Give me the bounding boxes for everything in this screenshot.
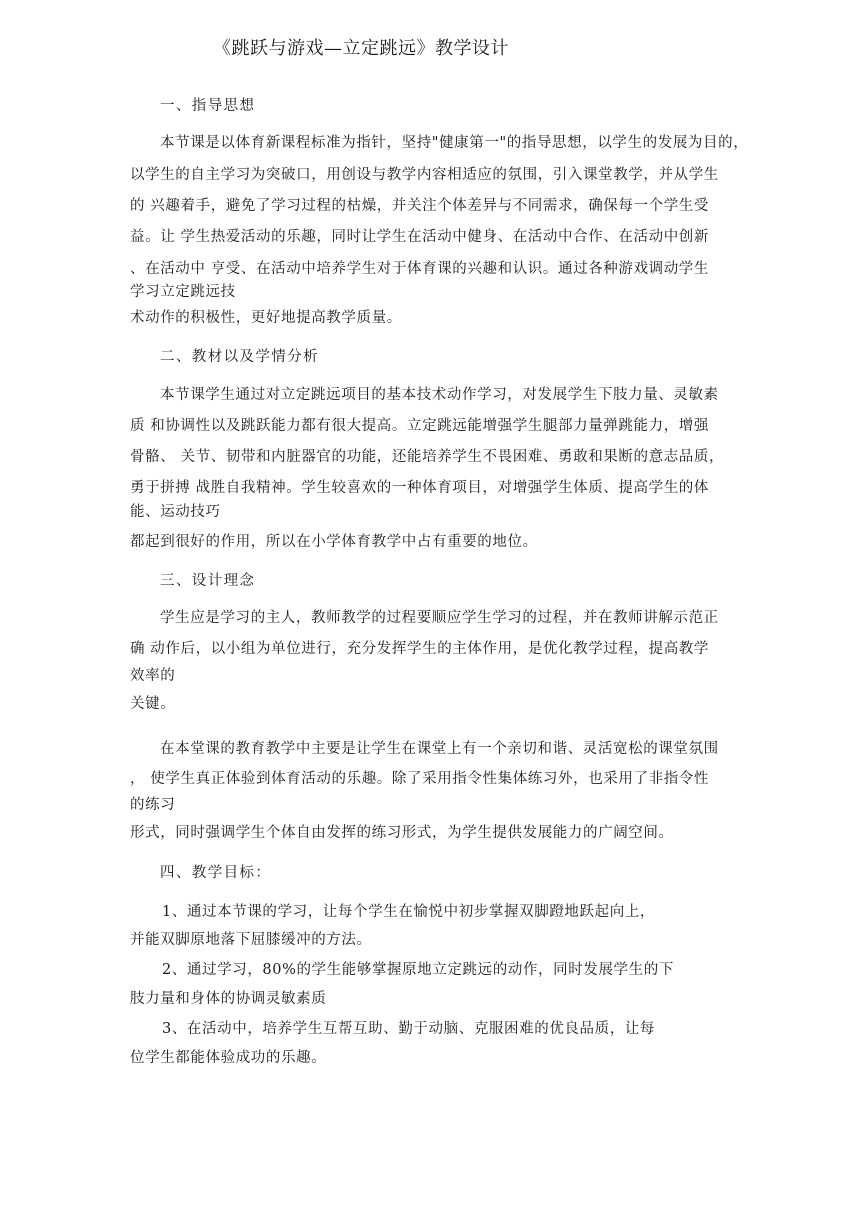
section2-line: 都起到很好的作用，所以在小学体育教学中占有重要的地位。 — [130, 534, 538, 550]
section3-para1-line: 关键。 — [130, 696, 176, 712]
section3-para1-line: 效率的 — [130, 668, 176, 684]
section3-para2-line: ， 使学生真正体验到体育活动的乐趣。除了采用指令性集体练习外，也采用了非指令性 — [130, 771, 710, 787]
section3-heading: 三、设计理念 — [160, 573, 256, 589]
section4-line: 1、通过本节课的学习，让每个学生在愉悦中初步掌握双脚蹬地跃起向上， — [162, 904, 656, 920]
section1-line: 、在活动中 亨受、在活动中培养学生对于体育课的兴趣和认识。通过各种游戏调动学生 — [130, 261, 710, 277]
section1-line: 术动作的积极性，更好地提高教学质量。 — [130, 310, 402, 326]
section1-line: 益。让 学生热爱活动的乐趣，同时让学生在活动中健身、在活动中合作、在活动中创新 — [130, 229, 710, 245]
section4-heading: 四、教学目标： — [160, 865, 272, 881]
section2-line: 能、运动技巧 — [130, 504, 221, 520]
section2-line: 勇于拼搏 战胜自我精神。学生较喜欢的一种体育项目，对增强学生体质、提高学生的体 — [130, 480, 710, 496]
section2-heading: 二、教材以及学情分析 — [160, 349, 319, 365]
section4-line: 肢力量和身体的协调灵敏素质 — [130, 991, 327, 1007]
section3-para2-line: 的练习 — [130, 797, 176, 813]
document-title: 《跳跃与游戏—立定跳远》教学设计 — [213, 38, 509, 59]
section4-line: 3、在活动中，培养学生互帮互助、勤于动脑、克服困难的优良品质，让每 — [162, 1021, 656, 1037]
section4-line: 并能双脚原地落下屈膝缓冲的方法。 — [130, 932, 372, 948]
section1-line: 学习立定跳远技 — [130, 284, 236, 300]
section2-line: 质 和协调性以及跳跃能力都有很大提高。立定跳远能增强学生腿部力量弹跳能力，增强 — [130, 418, 710, 434]
section1-line: 的 兴趣着手，避免了学习过程的枯燥，并关注个体差异与不同需求，确保每一个学生受 — [130, 198, 710, 214]
section1-heading: 一、指导思想 — [160, 98, 256, 114]
section4-line: 位学生都能体验成功的乐趣。 — [130, 1050, 327, 1066]
section3-para1-line: 学生应是学习的主人，教师教学的过程要顺应学生学习的过程，并在教师讲解示范正 — [160, 610, 719, 626]
section4-line: 2、通过学习，80%的学生能够掌握原地立定跳远的动作，同时发展学生的下 — [162, 962, 674, 978]
section3-para2-line: 形式，同时强调学生个体自由发挥的练习形式，为学生提供发展能力的广阔空间。 — [130, 825, 674, 841]
section2-line: 本节课学生通过对立定跳远项目的基本技术动作学习，对发展学生下肢力量、灵敏素 — [160, 387, 719, 403]
section1-line: 以学生的自主学习为突破口，用创设与教学内容相适应的氛围，引入课堂教学，并从学生 — [130, 167, 719, 183]
section3-para1-line: 确 动作后，以小组为单位进行，充分发挥学生的主体作用，是优化教学过程，提高教学 — [130, 641, 710, 657]
section2-line: 骨骼、 关节、韧带和内脏器官的功能，还能培养学生不畏困难、勇敢和果断的意志品质， — [130, 449, 725, 465]
section3-para2-line: 在本堂课的教育教学中主要是让学生在课堂上有一个亲切和谐、灵活宽松的课堂氛围 — [160, 741, 719, 757]
section1-line: 本节课是以体育新课程标准为指针，坚持"健康第一"的指导思想，以学生的发展为目的， — [160, 135, 749, 151]
